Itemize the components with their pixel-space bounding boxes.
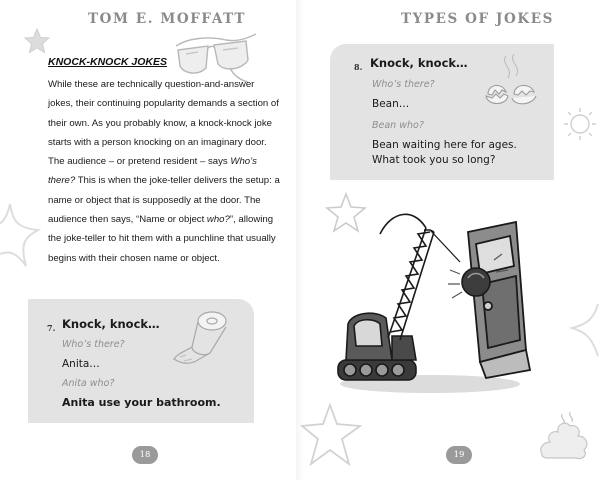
- body-text-emphasis: Who’s there?: [48, 156, 257, 187]
- body-text-emphasis: who?: [206, 214, 230, 226]
- joke-answer-1: Bean…: [372, 98, 410, 110]
- running-head-section: TYPES OF JOKES: [401, 11, 554, 27]
- star-outline-doodle-icon: [568, 300, 600, 360]
- body-text-part: While these are technically question-and-answer jokes, their continuing popularity demands a section of their own. As you probably know, a knock-knock joke starts with a person knocking on an imaginary door. The audience – or pretend resident – says: [48, 79, 279, 168]
- crane-wrecking-ball-door-illustration: [330, 200, 546, 396]
- section-heading: KNOCK-KNOCK JOKES: [48, 56, 168, 68]
- star-doodle-icon: [300, 402, 364, 468]
- left-page: [0, 0, 290, 480]
- page-number-badge: 18: [132, 446, 158, 464]
- joke-intro: Knock, knock…: [370, 56, 468, 70]
- joke-question-2: Anita who?: [62, 378, 115, 389]
- toilet-roll-doodle-icon: [170, 307, 232, 371]
- joke-punchline-line-2: What took you so long?: [372, 154, 496, 166]
- joke-number: 7.: [47, 323, 56, 333]
- joke-number: 8.: [354, 62, 363, 72]
- poop-doodle-icon: [536, 410, 592, 462]
- running-head-author: TOM E. MOFFATT: [88, 11, 246, 27]
- joke-punchline-line-1: Bean waiting here for ages.: [372, 139, 517, 151]
- body-text-part: This is when the joke-teller delivers the setup: a name or object that is supposedly at the door. The audience then says, “Name or object: [48, 175, 280, 226]
- intro-paragraph: [48, 75, 280, 268]
- body-text-part: ”, allowing the joke-teller to hit them with a punchline that usually begins with their chosen name or object.: [48, 214, 276, 264]
- eggs-doodle-icon: [480, 50, 542, 110]
- joke-card-7: [28, 299, 254, 423]
- joke-question-1: Who’s there?: [372, 79, 435, 90]
- star-doodle-icon: [24, 28, 50, 54]
- joke-question-1: Who’s there?: [62, 339, 125, 350]
- joke-question-2: Bean who?: [372, 120, 424, 131]
- star-outline-doodle-icon: [0, 200, 44, 270]
- sun-doodle-icon: [558, 104, 598, 144]
- joke-intro: Knock, knock…: [62, 317, 160, 331]
- page-number-badge: 19: [446, 446, 472, 464]
- joke-answer-1: Anita…: [62, 358, 100, 370]
- right-page: [300, 0, 600, 480]
- joke-punchline: Anita use your bathroom.: [62, 396, 221, 409]
- joke-card-8: [330, 44, 554, 180]
